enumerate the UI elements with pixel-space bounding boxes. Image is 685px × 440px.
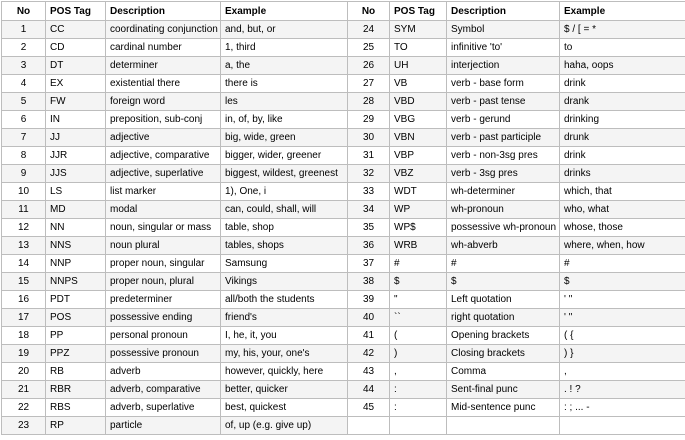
cell-example: haha, oops <box>560 57 685 75</box>
cell-no: 21 <box>2 381 46 399</box>
cell-description: verb - gerund <box>447 111 560 129</box>
cell-description: Symbol <box>447 21 560 39</box>
cell-no: 28 <box>348 93 390 111</box>
empty-cell <box>560 417 685 435</box>
cell-pos-tag: VBZ <box>390 165 447 183</box>
cell-no: 41 <box>348 327 390 345</box>
table-row <box>2 93 685 111</box>
cell-no: 14 <box>2 255 46 273</box>
cell-description: possessive wh-pronoun <box>447 219 560 237</box>
cell-pos-tag: NN <box>46 219 106 237</box>
cell-no: 4 <box>2 75 46 93</box>
table-row <box>2 291 685 309</box>
cell-example: ' " <box>560 291 685 309</box>
cell-no: 8 <box>2 147 46 165</box>
cell-no: 9 <box>2 165 46 183</box>
cell-example: biggest, wildest, greenest <box>221 165 348 183</box>
cell-example: which, that <box>560 183 685 201</box>
cell-example: whose, those <box>560 219 685 237</box>
cell-description: Left quotation <box>447 291 560 309</box>
cell-description: modal <box>106 201 221 219</box>
cell-pos-tag: `` <box>390 309 447 327</box>
cell-pos-tag: JJR <box>46 147 106 165</box>
cell-example: # <box>560 255 685 273</box>
cell-description: predeterminer <box>106 291 221 309</box>
cell-no: 25 <box>348 39 390 57</box>
cell-pos-tag: ) <box>390 345 447 363</box>
cell-no: 29 <box>348 111 390 129</box>
cell-pos-tag: RB <box>46 363 106 381</box>
cell-example: Vikings <box>221 273 348 291</box>
cell-no: 12 <box>2 219 46 237</box>
cell-pos-tag: : <box>390 381 447 399</box>
cell-no: 22 <box>2 399 46 417</box>
cell-pos-tag: : <box>390 399 447 417</box>
cell-description: particle <box>106 417 221 435</box>
cell-pos-tag: JJS <box>46 165 106 183</box>
pos-tag-header: POS Tag <box>46 2 106 21</box>
cell-pos-tag: PDT <box>46 291 106 309</box>
table-row <box>2 237 685 255</box>
cell-description: adjective, comparative <box>106 147 221 165</box>
cell-example: drink <box>560 75 685 93</box>
cell-description: wh-determiner <box>447 183 560 201</box>
cell-example: drunk <box>560 129 685 147</box>
cell-pos-tag: WP <box>390 201 447 219</box>
cell-no: 43 <box>348 363 390 381</box>
cell-pos-tag: FW <box>46 93 106 111</box>
cell-example: ' " <box>560 309 685 327</box>
cell-pos-tag: TO <box>390 39 447 57</box>
cell-description: coordinating conjunction <box>106 21 221 39</box>
cell-pos-tag: , <box>390 363 447 381</box>
cell-example: in, of, by, like <box>221 111 348 129</box>
cell-example: of, up (e.g. give up) <box>221 417 348 435</box>
table-row <box>2 39 685 57</box>
cell-example: I, he, it, you <box>221 327 348 345</box>
cell-example: : ; ... - <box>560 399 685 417</box>
cell-no: 32 <box>348 165 390 183</box>
table-row <box>2 75 685 93</box>
no-header-2: No <box>348 2 390 21</box>
cell-example: drinks <box>560 165 685 183</box>
cell-example: can, could, shall, will <box>221 201 348 219</box>
cell-no: 23 <box>2 417 46 435</box>
cell-example: there is <box>221 75 348 93</box>
cell-description: Opening brackets <box>447 327 560 345</box>
cell-example: $ <box>560 273 685 291</box>
cell-no: 44 <box>348 381 390 399</box>
cell-pos-tag: VBG <box>390 111 447 129</box>
cell-no: 40 <box>348 309 390 327</box>
cell-example: best, quickest <box>221 399 348 417</box>
cell-example: and, but, or <box>221 21 348 39</box>
cell-pos-tag: PP <box>46 327 106 345</box>
cell-description: verb - 3sg pres <box>447 165 560 183</box>
cell-description: proper noun, singular <box>106 255 221 273</box>
cell-example: drank <box>560 93 685 111</box>
cell-pos-tag: NNS <box>46 237 106 255</box>
table-row <box>2 255 685 273</box>
cell-pos-tag: JJ <box>46 129 106 147</box>
cell-example: , <box>560 363 685 381</box>
cell-pos-tag: CD <box>46 39 106 57</box>
cell-pos-tag: IN <box>46 111 106 129</box>
table-header-row <box>2 2 685 21</box>
cell-pos-tag: WRB <box>390 237 447 255</box>
cell-description: preposition, sub-conj <box>106 111 221 129</box>
cell-description: Mid-sentence punc <box>447 399 560 417</box>
cell-pos-tag: " <box>390 291 447 309</box>
cell-pos-tag: MD <box>46 201 106 219</box>
table-row <box>2 309 685 327</box>
cell-description: # <box>447 255 560 273</box>
table-row <box>2 57 685 75</box>
cell-pos-tag: VBP <box>390 147 447 165</box>
cell-no: 13 <box>2 237 46 255</box>
cell-description: personal pronoun <box>106 327 221 345</box>
cell-pos-tag: NNPS <box>46 273 106 291</box>
cell-no: 24 <box>348 21 390 39</box>
cell-description: adverb, comparative <box>106 381 221 399</box>
pos-tag-header-2: POS Tag <box>390 2 447 21</box>
cell-example: friend's <box>221 309 348 327</box>
cell-description: adverb, superlative <box>106 399 221 417</box>
cell-pos-tag: VB <box>390 75 447 93</box>
cell-example: table, shop <box>221 219 348 237</box>
table-row <box>2 129 685 147</box>
cell-no: 36 <box>348 237 390 255</box>
cell-no: 38 <box>348 273 390 291</box>
cell-example: drink <box>560 147 685 165</box>
cell-pos-tag: UH <box>390 57 447 75</box>
cell-no: 18 <box>2 327 46 345</box>
cell-example: . ! ? <box>560 381 685 399</box>
table-row <box>2 327 685 345</box>
cell-pos-tag: ( <box>390 327 447 345</box>
cell-no: 2 <box>2 39 46 57</box>
cell-pos-tag: LS <box>46 183 106 201</box>
cell-description: Comma <box>447 363 560 381</box>
cell-description: infinitive 'to' <box>447 39 560 57</box>
cell-example: to <box>560 39 685 57</box>
table-row <box>2 21 685 39</box>
cell-description: right quotation <box>447 309 560 327</box>
cell-description: proper noun, plural <box>106 273 221 291</box>
cell-pos-tag: WP$ <box>390 219 447 237</box>
cell-no: 34 <box>348 201 390 219</box>
cell-no: 19 <box>2 345 46 363</box>
cell-pos-tag: POS <box>46 309 106 327</box>
table-row <box>2 201 685 219</box>
cell-example: les <box>221 93 348 111</box>
example-header-2: Example <box>560 2 685 21</box>
cell-no: 17 <box>2 309 46 327</box>
cell-example: better, quicker <box>221 381 348 399</box>
cell-description: adjective <box>106 129 221 147</box>
table-row <box>2 381 685 399</box>
cell-pos-tag: SYM <box>390 21 447 39</box>
no-header: No <box>2 2 46 21</box>
cell-no: 16 <box>2 291 46 309</box>
cell-pos-tag: PPZ <box>46 345 106 363</box>
cell-description: list marker <box>106 183 221 201</box>
cell-example: drinking <box>560 111 685 129</box>
cell-example: all/both the students <box>221 291 348 309</box>
cell-no: 39 <box>348 291 390 309</box>
cell-example: 1, third <box>221 39 348 57</box>
cell-description: Sent-final punc <box>447 381 560 399</box>
cell-no: 15 <box>2 273 46 291</box>
cell-example: ) } <box>560 345 685 363</box>
cell-no: 3 <box>2 57 46 75</box>
empty-cell <box>447 417 560 435</box>
cell-description: foreign word <box>106 93 221 111</box>
empty-cell <box>390 417 447 435</box>
cell-description: Closing brackets <box>447 345 560 363</box>
cell-no: 27 <box>348 75 390 93</box>
cell-no: 26 <box>348 57 390 75</box>
cell-description: verb - non-3sg pres <box>447 147 560 165</box>
cell-description: verb - base form <box>447 75 560 93</box>
cell-description: noun plural <box>106 237 221 255</box>
cell-example: ( { <box>560 327 685 345</box>
cell-no: 35 <box>348 219 390 237</box>
cell-no: 5 <box>2 93 46 111</box>
cell-no: 37 <box>348 255 390 273</box>
cell-example: however, quickly, here <box>221 363 348 381</box>
cell-example: where, when, how <box>560 237 685 255</box>
cell-example: my, his, your, one's <box>221 345 348 363</box>
table-row <box>2 183 685 201</box>
cell-description: interjection <box>447 57 560 75</box>
cell-example: 1), One, i <box>221 183 348 201</box>
table-row <box>2 165 685 183</box>
cell-no: 33 <box>348 183 390 201</box>
cell-description: adverb <box>106 363 221 381</box>
cell-example: big, wide, green <box>221 129 348 147</box>
cell-description: $ <box>447 273 560 291</box>
cell-no: 42 <box>348 345 390 363</box>
cell-example: bigger, wider, greener <box>221 147 348 165</box>
cell-description: verb - past tense <box>447 93 560 111</box>
cell-pos-tag: RP <box>46 417 106 435</box>
table-row <box>2 111 685 129</box>
cell-description: noun, singular or mass <box>106 219 221 237</box>
cell-no: 10 <box>2 183 46 201</box>
cell-description: possessive pronoun <box>106 345 221 363</box>
cell-pos-tag: VBD <box>390 93 447 111</box>
cell-pos-tag: $ <box>390 273 447 291</box>
description-header: Description <box>106 2 221 21</box>
cell-no: 31 <box>348 147 390 165</box>
cell-example: $ / [ = * <box>560 21 685 39</box>
empty-cell <box>348 417 390 435</box>
table-row <box>2 417 685 435</box>
cell-description: possessive ending <box>106 309 221 327</box>
description-header-2: Description <box>447 2 560 21</box>
table-body <box>2 21 685 435</box>
cell-pos-tag: NNP <box>46 255 106 273</box>
cell-description: existential there <box>106 75 221 93</box>
cell-pos-tag: EX <box>46 75 106 93</box>
cell-no: 1 <box>2 21 46 39</box>
cell-example: Samsung <box>221 255 348 273</box>
cell-description: determiner <box>106 57 221 75</box>
cell-pos-tag: CC <box>46 21 106 39</box>
table-row <box>2 219 685 237</box>
cell-pos-tag: # <box>390 255 447 273</box>
cell-description: wh-pronoun <box>447 201 560 219</box>
cell-pos-tag: DT <box>46 57 106 75</box>
table-row <box>2 399 685 417</box>
cell-no: 20 <box>2 363 46 381</box>
table-row <box>2 363 685 381</box>
cell-description: wh-abverb <box>447 237 560 255</box>
cell-no: 11 <box>2 201 46 219</box>
pos-tag-table <box>1 1 685 435</box>
cell-pos-tag: WDT <box>390 183 447 201</box>
cell-no: 6 <box>2 111 46 129</box>
cell-example: a, the <box>221 57 348 75</box>
table-row <box>2 273 685 291</box>
table-row <box>2 345 685 363</box>
table-row <box>2 147 685 165</box>
example-header: Example <box>221 2 348 21</box>
cell-description: cardinal number <box>106 39 221 57</box>
cell-no: 7 <box>2 129 46 147</box>
cell-description: verb - past participle <box>447 129 560 147</box>
cell-no: 30 <box>348 129 390 147</box>
cell-pos-tag: RBS <box>46 399 106 417</box>
cell-description: adjective, superlative <box>106 165 221 183</box>
cell-no: 45 <box>348 399 390 417</box>
cell-example: tables, shops <box>221 237 348 255</box>
cell-example: who, what <box>560 201 685 219</box>
cell-pos-tag: VBN <box>390 129 447 147</box>
cell-pos-tag: RBR <box>46 381 106 399</box>
